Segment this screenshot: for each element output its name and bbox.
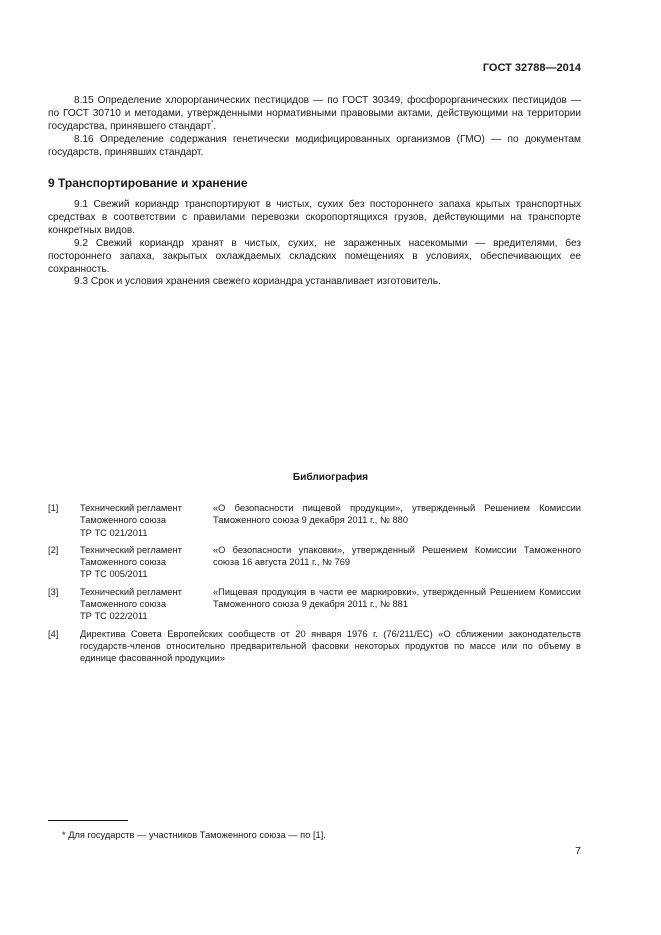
paragraph-9-2: 9.2 Свежий кориандр хранят в чистых, сухих, не зараженных насекомыми — вредителями, без постороннего запаха, закрытых охлаждаемых складских помещениях в условиях, обеспечивающих ее сохранность.: [48, 237, 581, 275]
entry-description: «Пищевая продукция в части ее маркировки», утвержденный Решением Комиссии Таможенного союза 9 декабря 2011 г., № 881: [213, 586, 581, 610]
paragraph-9-3: 9.3 Срок и условия хранения свежего кориандра устанавливает изготовитель.: [74, 276, 441, 288]
paragraph-9-1: 9.1 Свежий кориандр транспортируют в чистых, сухих без постороннего запаха крытых транспортных средствах в соответствии с правилами перевозки скоропортящихся грузов, действующими на транспорте конкретных видов.: [48, 199, 581, 236]
entry-regulation: Технический регламент Таможенного союза ТР ТС 022/2011: [80, 586, 182, 622]
bibliography-entry: [48, 502, 581, 539]
bibliography-list: [48, 502, 581, 670]
entry-description: «О безопасности упаковки», утвержденный Решением Комиссии Таможенного союза 16 августа 2011 г., № 769: [213, 544, 581, 568]
paragraph-8-16: 8.16 Определение содержания генетически модифицированных организмов (ГМО) — по документам государств, принявших стандарт.: [48, 133, 581, 158]
entry-number: [4]: [48, 628, 59, 639]
entry-number: [3]: [48, 586, 59, 597]
entry-description: «О безопасности пищевой продукции», утвержденный Решением Комиссии Таможенного союза 9 декабря 2011 г., № 880: [213, 503, 581, 526]
footnote-mark: *: [211, 120, 214, 127]
bibliography-title: Библиография: [292, 472, 369, 483]
standard-code-header: ГОСТ 32788—2014: [482, 62, 581, 74]
bibliography-entry: [48, 628, 581, 665]
footnote-divider: [48, 820, 128, 821]
page-number: 7: [575, 845, 581, 857]
section-9-title: 9 Транспортирование и хранение: [48, 176, 248, 190]
entry-number: [2]: [48, 544, 59, 555]
entry-number: [1]: [48, 503, 59, 513]
entry-description: Директива Совета Европейских сообществ от 20 января 1976 г. (76/211/ЕС) «О сближении законодательств государств-членов относительно предварительной фасовки некоторых продуктов по массе или по объему в единице фасованной продукции»: [80, 628, 581, 664]
paragraph-8-15: 8.15 Определение хлорорганических пестицидов — по ГОСТ 30349, фосфорорганических пестицидов — по ГОСТ 30710 и методами, утвержденными нормативными правовыми актами, действующими на территории государства, принявшего стандарт*.: [48, 95, 581, 132]
section-8-text: [48, 95, 581, 160]
entry-regulation: Технический регламент Таможенного союза ТР ТС 021/2011: [80, 503, 182, 538]
entry-regulation: Технический регламент Таможенного союза ТР ТС 005/2011: [80, 544, 182, 580]
bibliography-entry: [48, 586, 581, 623]
section-9-text: [48, 199, 581, 289]
footnote-text: * Для государств — участников Таможенного союза — по [1].: [62, 830, 326, 840]
bibliography-entry: [48, 544, 581, 581]
